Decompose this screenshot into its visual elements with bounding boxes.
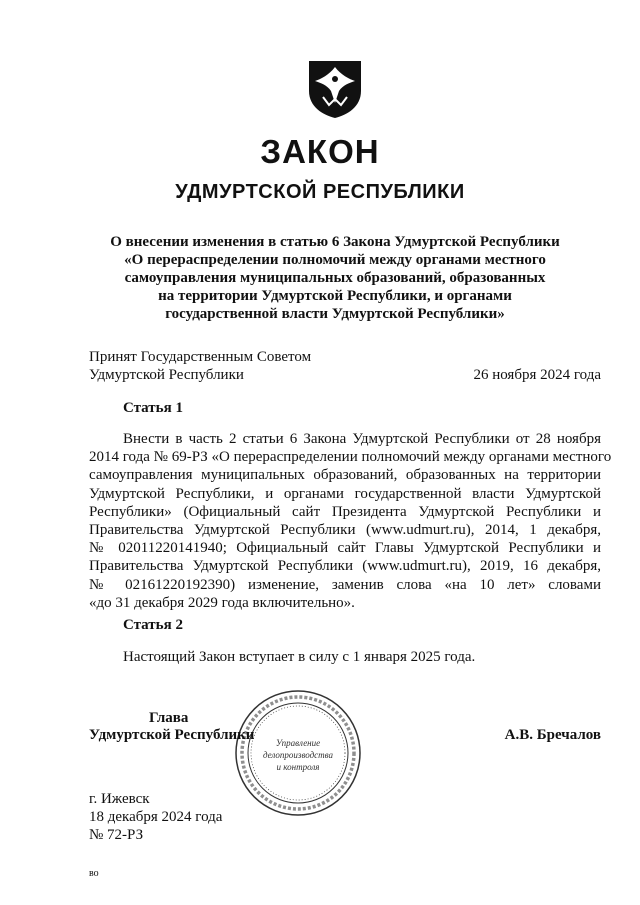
stamp-text-3: и контроля (276, 762, 320, 772)
signatory-title-2: Удмуртской Республики (89, 727, 255, 743)
signatory-name: А.В. Бречалов (504, 727, 601, 743)
article-1-line: «до 31 декабря 2029 года включительно». (89, 594, 355, 611)
subject-line: на территории Удмуртской Республики, и органами (158, 288, 512, 304)
signing-date: 18 декабря 2024 года (89, 809, 223, 825)
article-1-line: самоуправления муниципальных образований, образованных на территории (89, 467, 601, 484)
law-subject (60, 233, 610, 323)
article-1-line: Республики» (Официальный сайт Президента Удмуртской Республики и (89, 503, 601, 520)
subject-line: самоуправления муниципальных образований, образованных (124, 270, 546, 286)
law-number: № 72-РЗ (89, 827, 144, 843)
official-stamp (233, 688, 363, 818)
adoption-line-1: Принят Государственным Советом (89, 349, 312, 365)
article-1-line: № 02161220192390) изменение, заменив слова «на 10 лет» словами (89, 576, 601, 593)
law-title: ЗАКОН (260, 133, 380, 170)
adoption-date: 26 ноября 2024 года (473, 367, 601, 383)
republic-subtitle: УДМУРТСКОЙ РЕСПУБЛИКИ (175, 181, 465, 203)
subject-line: О внесении изменения в статью 6 Закона Удмуртской Республики (110, 234, 560, 250)
article-1-line: Правительства Удмуртской Республики (www.udmurt.ru), 2019, 16 декабря, (89, 558, 601, 575)
article-1-line: 2014 года № 69-РЗ «О перераспределении полномочий между органами местного (89, 449, 612, 466)
subject-line: «О перераспределении полномочий между органами местного (124, 252, 546, 268)
article-2-heading: Статья 2 (123, 617, 183, 633)
article-1-body (89, 430, 612, 612)
stamp-text-1: Управление (275, 738, 321, 748)
article-1-line: № 02011220141940; Официальный сайт Главы Удмуртской Республики и (89, 540, 601, 557)
article-1-line: Правительства Удмуртской Республики (www.udmurt.ru), 2014, 1 декабря, (89, 522, 601, 539)
article-1-line: Удмуртской Республики, и органами государственной власти Удмуртской (89, 485, 601, 502)
article-1-line: Внести в часть 2 статьи 6 Закона Удмуртской Республики от 28 ноября (123, 431, 601, 447)
adoption-line-2: Удмуртской Республики (89, 367, 244, 383)
footer-mark: во (89, 868, 99, 879)
place-city: г. Ижевск (89, 791, 150, 807)
article-1-heading: Статья 1 (123, 400, 183, 416)
signatory-title-1: Глава (149, 710, 189, 726)
subject-line: государственной власти Удмуртской Республики» (165, 306, 505, 322)
emblem-icon (301, 57, 369, 119)
stamp-text-2: делопроизводства (262, 750, 334, 760)
article-2-text: Настоящий Закон вступает в силу с 1 января 2025 года. (123, 649, 476, 665)
